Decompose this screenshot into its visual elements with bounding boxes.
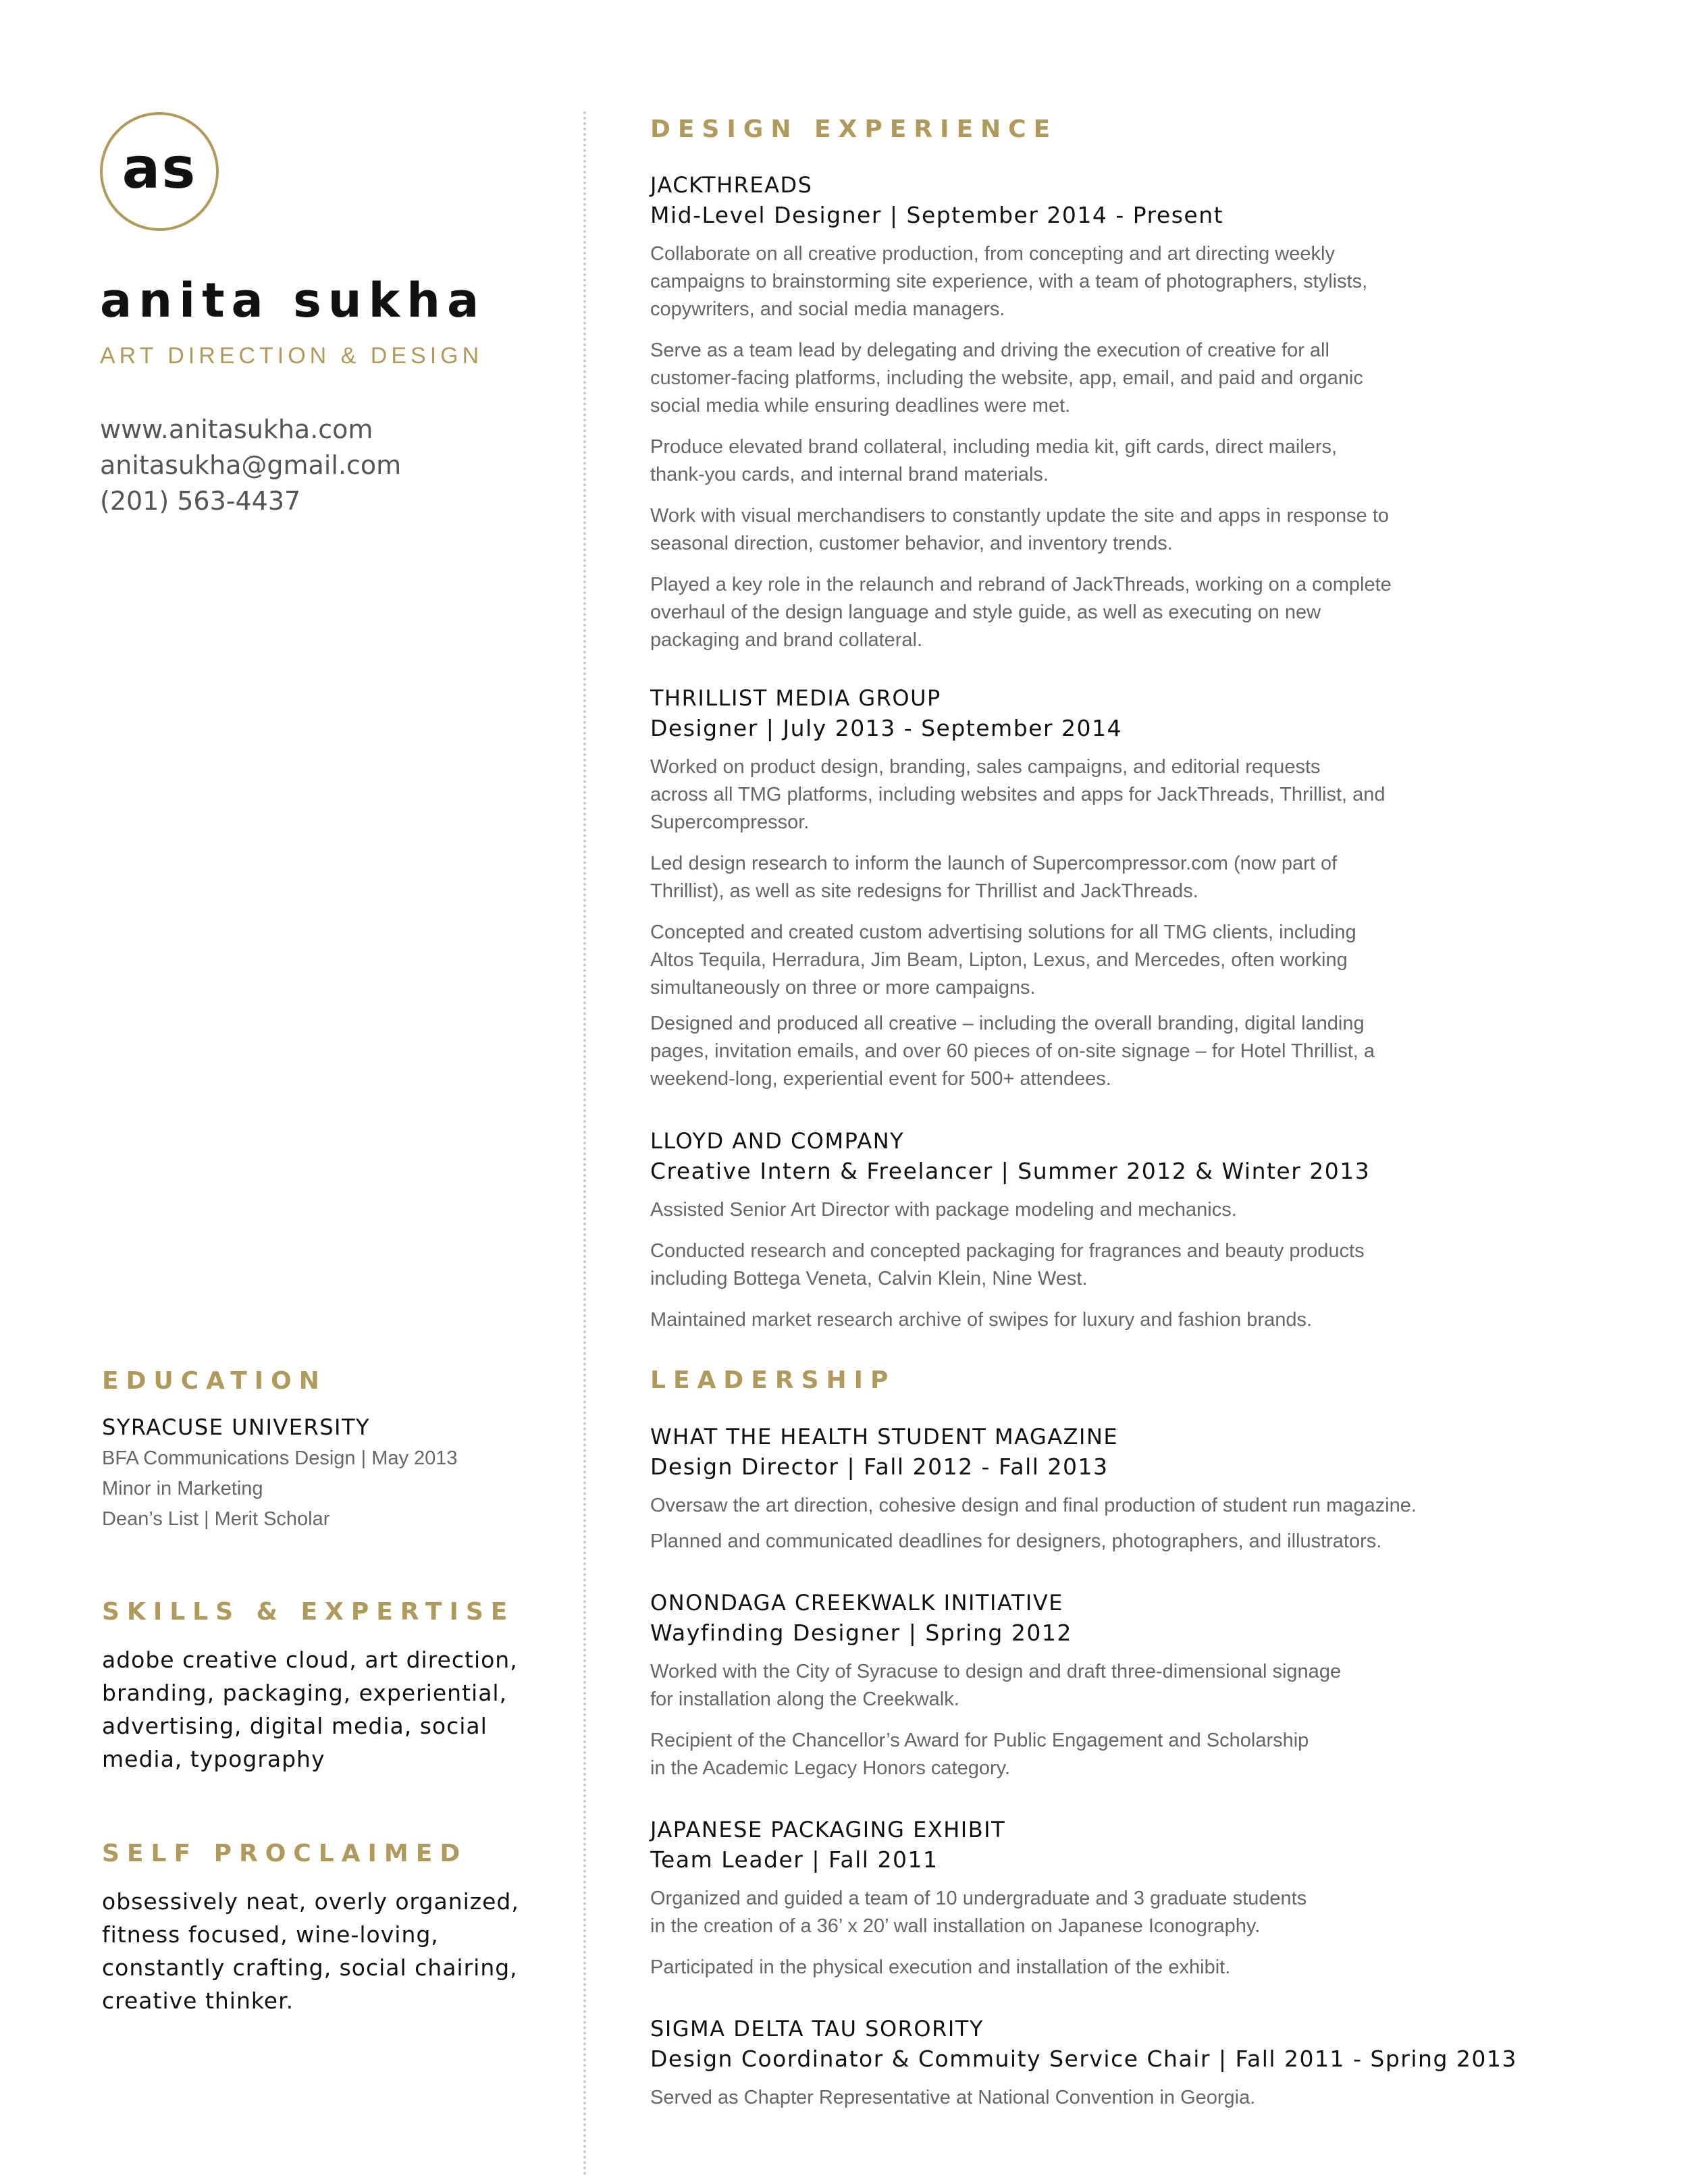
- job-description: Produce elevated brand collateral, including media kit, gift cards, direct mailers, thank-you cards, and internal brand materials.: [650, 436, 1338, 485]
- monogram-text: as: [122, 135, 197, 201]
- monogram-logo: [100, 112, 219, 231]
- contact-info: [100, 412, 401, 519]
- job-role: Designer | July 2013 - September 2014: [650, 715, 1122, 741]
- company-name: THRILLIST MEDIA GROUP: [650, 685, 941, 711]
- job-role: Wayfinding Designer | Spring 2012: [650, 1620, 1072, 1646]
- self-proclaimed-text: obsessively neat, overly organized, fitness focused, wine-loving, constantly crafting, social chairing, creative thinker.: [102, 1888, 519, 2014]
- column-divider: [583, 111, 586, 2177]
- job-description: Worked on product design, branding, sales campaigns, and editorial requests across all TMG platforms, including websites and apps for JackThreads, Thrillist, and Supercompressor.: [650, 756, 1386, 833]
- job-entry-creekwalk: [650, 1588, 1663, 1796]
- school-name: SYRACUSE UNIVERSITY: [102, 1414, 371, 1440]
- job-role: Design Coordinator & Commuity Service Chair | Fall 2011 - Spring 2013: [650, 2046, 1517, 2072]
- education-section: [102, 1369, 561, 1535]
- company-name: SIGMA DELTA TAU SORORITY: [650, 2016, 984, 2042]
- section-heading: EDUCATION: [102, 1367, 327, 1395]
- job-description: Collaborate on all creative production, from concepting and art directing weekly campaigns to brainstorming site experience, with a team of photographers, stylists, copywriters, and social media managers.: [650, 243, 1368, 320]
- skills-text: adobe creative cloud, art direction, branding, packaging, experiential, advertising, digital media, social media, typography: [102, 1647, 518, 1772]
- job-description: Played a key role in the relaunch and rebrand of JackThreads, working on a complete overhaul of the design language and style guide, as well as executing on new packaging and brand collateral.: [650, 574, 1392, 651]
- education-line: Dean’s List | Merit Scholar: [102, 1508, 330, 1530]
- email-link[interactable]: anitasukha@gmail.com: [100, 450, 402, 480]
- job-entry-jackthreads: [650, 170, 1663, 668]
- job-description: Served as Chapter Representative at National Convention in Georgia.: [650, 2087, 1256, 2108]
- section-heading-leadership: LEADERSHIP: [650, 1366, 896, 1394]
- education-line: Minor in Marketing: [102, 1478, 263, 1499]
- job-description: Maintained market research archive of swipes for luxury and fashion brands.: [650, 1309, 1313, 1331]
- job-description: Recipient of the Chancellor’s Award for Public Engagement and Scholarship in the Academic Legacy Honors category.: [650, 1730, 1309, 1779]
- job-description: Conducted research and concepted packaging for fragrances and beauty products including Bottega Veneta, Calvin Klein, Nine West.: [650, 1240, 1365, 1289]
- company-name: ONONDAGA CREEKWALK INITIATIVE: [650, 1590, 1063, 1616]
- job-entry-japanese-packaging: [650, 1815, 1663, 1995]
- skills-section: [102, 1600, 561, 1776]
- job-description: Serve as a team lead by delegating and driving the execution of creative for all customer-facing platforms, including the website, app, email, and paid and organic social media while ensuring deadlines were met.: [650, 340, 1363, 417]
- company-name: JACKTHREADS: [650, 172, 813, 198]
- job-description: Concepted and created custom advertising solutions for all TMG clients, including Altos Tequila, Herradura, Jim Beam, Lipton, Lexus, and Mercedes, often working simultaneously on three or more campaigns.: [650, 922, 1356, 998]
- company-name: WHAT THE HEALTH STUDENT MAGAZINE: [650, 1424, 1119, 1449]
- section-heading-design-experience: DESIGN EXPERIENCE: [650, 115, 1058, 143]
- section-heading: SELF PROCLAIMED: [102, 1840, 468, 1867]
- job-description: Designed and produced all creative – including the overall branding, digital landing pages, invitation emails, and over 60 pieces of on-site signage – for Hotel Thrillist, a weekend-long, experiential event for 500+ attendees.: [650, 1013, 1375, 1090]
- education-line: BFA Communications Design | May 2013: [102, 1447, 458, 1469]
- job-entry-sigma-delta-tau: [650, 2014, 1663, 2125]
- job-description: Planned and communicated deadlines for designers, photographers, and illustrators.: [650, 1530, 1382, 1552]
- job-description: Organized and guided a team of 10 undergraduate and 3 graduate students in the creation of a 36’ x 20’ wall installation on Japanese Iconography.: [650, 1888, 1307, 1937]
- job-description: Assisted Senior Art Director with package modeling and mechanics.: [650, 1199, 1237, 1221]
- job-description: Oversaw the art direction, cohesive design and final production of student run magazine.: [650, 1495, 1417, 1516]
- job-description: Participated in the physical execution and installation of the exhibit.: [650, 1956, 1231, 1978]
- company-name: LLOYD AND COMPANY: [650, 1128, 905, 1154]
- job-role: Team Leader | Fall 2011: [650, 1846, 939, 1873]
- job-role: Creative Intern & Freelancer | Summer 2012 & Winter 2013: [650, 1158, 1371, 1184]
- tagline: ART DIRECTION & DESIGN: [100, 343, 483, 369]
- job-description: Worked with the City of Syracuse to design and draft three-dimensional signage for installation along the Creekwalk.: [650, 1661, 1342, 1710]
- job-entry-lloyd: [650, 1126, 1663, 1348]
- job-entry-what-the-health: [650, 1422, 1663, 1569]
- section-heading: SKILLS & EXPERTISE: [102, 1598, 515, 1626]
- self-proclaimed-section: [102, 1842, 561, 2017]
- applicant-name: anita sukha: [100, 273, 486, 328]
- job-description: Led design research to inform the launch of Supercompressor.com (now part of Thrillist), as well as site redesigns for Thrillist and JackThreads.: [650, 853, 1338, 902]
- job-role: Design Director | Fall 2012 - Fall 2013: [650, 1454, 1109, 1480]
- job-entry-thrillist: [650, 683, 1663, 1107]
- website-link[interactable]: www.anitasukha.com: [100, 415, 373, 444]
- company-name: JAPANESE PACKAGING EXHIBIT: [650, 1817, 1006, 1842]
- phone-number: (201) 563-4437: [100, 486, 301, 516]
- job-description: Work with visual merchandisers to constantly update the site and apps in response to seasonal direction, customer behavior, and inventory trends.: [650, 505, 1389, 554]
- job-role: Mid-Level Designer | September 2014 - Present: [650, 202, 1224, 228]
